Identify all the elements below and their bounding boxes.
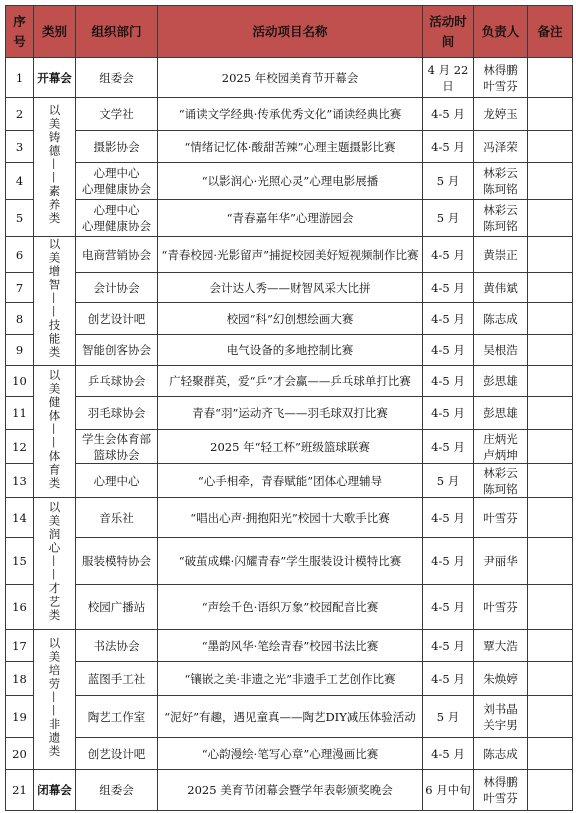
- department-name: 羽毛球协会: [87, 406, 146, 420]
- owner-name: 陈志成: [483, 746, 518, 761]
- activity-cell: “镶嵌之美·非遗之光”非遗手工艺创作比赛: [158, 662, 423, 696]
- table-row: [6, 98, 573, 131]
- category-label: 以美健体——体育类: [47, 368, 62, 491]
- category-cell: [34, 98, 76, 237]
- activity-cell: “墨韵风华·笔绘青春”校园书法比赛: [158, 630, 423, 662]
- table-row: [6, 464, 573, 498]
- time-cell: 4 月 22 日: [423, 58, 474, 98]
- owner-cell: [474, 585, 528, 630]
- department-name: 会计协会: [93, 280, 140, 295]
- activity-cell: “心手相牵，青春赋能”团体心理辅导: [158, 464, 423, 498]
- department-cell: [76, 237, 158, 273]
- time-cell: 5 月: [423, 464, 474, 498]
- activity-schedule-table: [5, 5, 573, 811]
- owner-name: 林彩云: [483, 465, 518, 480]
- remark-cell: [528, 464, 573, 498]
- time-cell: 4-5 月: [423, 273, 474, 303]
- table-row: [6, 738, 573, 770]
- table-row: [6, 335, 573, 366]
- owner-cell: [474, 237, 528, 273]
- header-owner: 负责人: [474, 6, 528, 58]
- activity-cell: “青春嘉年华”心理游园会: [158, 200, 423, 237]
- row-index: 6: [6, 237, 34, 273]
- activity-cell: “破茧成蝶·闪耀青春”学生服装设计模特比赛: [158, 538, 423, 585]
- owner-name: 朱焕婷: [483, 671, 518, 686]
- time-cell: 4-5 月: [423, 430, 474, 464]
- owner-cell: [474, 538, 528, 585]
- row-index: 13: [6, 464, 34, 498]
- time-cell: 6 月中旬: [423, 770, 474, 811]
- owner-name: 庄炳光: [483, 431, 518, 446]
- category-cell: [34, 498, 76, 630]
- time-cell: 4-5 月: [423, 237, 474, 273]
- table-row: [6, 237, 573, 273]
- activity-schedule-table-container: [5, 5, 572, 811]
- remark-cell: [528, 662, 573, 696]
- owner-name: 覃大浩: [483, 638, 518, 653]
- remark-cell: [528, 98, 573, 131]
- header-time: 活动时间: [423, 6, 474, 58]
- department-cell: [76, 662, 158, 696]
- header-remark: 备注: [528, 6, 573, 58]
- activity-cell: “诵读文学经典·传承优秀文化”诵读经典比赛: [158, 98, 423, 131]
- activity-cell: “心韵漫绘·笔写心章”心理漫画比赛: [158, 738, 423, 770]
- remark-cell: [528, 538, 573, 585]
- row-index: 7: [6, 273, 34, 303]
- remark-cell: [528, 498, 573, 538]
- remark-cell: [528, 335, 573, 366]
- time-cell: 4-5 月: [423, 335, 474, 366]
- department-cell: [76, 738, 158, 770]
- category-closing: 闭幕会: [34, 770, 76, 811]
- department-name: 心理中心: [93, 203, 140, 217]
- activity-cell: “泥好”有趣，遇见童真——陶艺DIY减压体验活动: [158, 696, 423, 738]
- department-cell: [76, 273, 158, 303]
- owner-cell: [474, 98, 528, 131]
- table-row: [6, 662, 573, 696]
- time-cell: 4-5 月: [423, 630, 474, 662]
- owner-cell: [474, 273, 528, 303]
- table-row: [6, 770, 573, 811]
- category-cell: [34, 366, 76, 498]
- department-name: 心理中心: [93, 166, 140, 180]
- category-cell: [34, 630, 76, 770]
- time-cell: 4-5 月: [423, 366, 474, 397]
- table-row: [6, 630, 573, 662]
- remark-cell: [528, 366, 573, 397]
- row-index: 5: [6, 200, 34, 237]
- activity-cell: “青春校园·光影留声”捕捉校园美好短视频制作比赛: [158, 237, 423, 273]
- department-cell: [76, 58, 158, 98]
- time-cell: 4-5 月: [423, 98, 474, 131]
- category-label: 以美培劳——非遗类: [47, 636, 62, 759]
- department-cell: [76, 303, 158, 335]
- owner-name: 冯泽荣: [483, 139, 518, 154]
- department-name: 文学社: [99, 107, 134, 121]
- row-index: 18: [6, 662, 34, 696]
- department-name: 电商营销协会: [82, 247, 151, 262]
- activity-cell: “声绘千色·语织万象”校园配音比赛: [158, 585, 423, 630]
- row-index: 3: [6, 131, 34, 163]
- row-index: 20: [6, 738, 34, 770]
- row-index: 10: [6, 366, 34, 397]
- header-category: 类别: [34, 6, 76, 58]
- owner-name: 林得鹏: [483, 62, 518, 77]
- remark-cell: [528, 131, 573, 163]
- department-cell: [76, 335, 158, 366]
- department-name: 组委会: [99, 70, 134, 85]
- department-name: 心理健康协会: [82, 182, 151, 196]
- remark-cell: [528, 273, 573, 303]
- owner-name: 林彩云: [483, 166, 518, 180]
- owner-name: 刘书晶: [483, 701, 518, 716]
- department-cell: [76, 163, 158, 200]
- department-name: 创艺设计吧: [87, 746, 146, 761]
- table-row: [6, 131, 573, 163]
- owner-cell: [474, 662, 528, 696]
- department-name: 心理健康协会: [82, 219, 151, 233]
- time-cell: 4-5 月: [423, 303, 474, 335]
- row-index: 1: [6, 58, 34, 98]
- department-cell: [76, 696, 158, 738]
- row-index: 8: [6, 303, 34, 335]
- table-row: [6, 430, 573, 464]
- department-name: 学生会体育部: [82, 431, 151, 446]
- department-name: 校园广播站: [87, 600, 146, 614]
- owner-name: 卢炳坤: [483, 447, 518, 462]
- department-cell: [76, 397, 158, 430]
- department-name: 蓝图手工社: [87, 671, 146, 686]
- department-name: 服装模特协会: [82, 554, 151, 568]
- table-row: [6, 58, 573, 98]
- table-row: [6, 585, 573, 630]
- department-name: 智能创客协会: [82, 343, 151, 357]
- department-name: 篮球协会: [93, 447, 140, 462]
- owner-cell: [474, 696, 528, 738]
- department-name: 书法协会: [93, 638, 140, 653]
- activity-cell: 电气设备的多地控制比赛: [158, 335, 423, 366]
- owner-name: 叶雪芬: [483, 78, 518, 93]
- remark-cell: [528, 770, 573, 811]
- table-row: [6, 397, 573, 430]
- header-index: 序号: [6, 6, 34, 58]
- time-cell: 5 月: [423, 200, 474, 237]
- activity-cell: 2025 美育节闭幕会暨学年表彰颁奖晚会: [158, 770, 423, 811]
- header-row: [6, 6, 573, 58]
- owner-cell: [474, 163, 528, 200]
- owner-cell: [474, 630, 528, 662]
- row-index: 12: [6, 430, 34, 464]
- owner-name: 叶雪芬: [483, 600, 518, 614]
- activity-cell: “情绪记忆体·酸甜苦辣”心理主题摄影比赛: [158, 131, 423, 163]
- remark-cell: [528, 630, 573, 662]
- owner-name: 尹丽华: [483, 554, 518, 568]
- department-cell: [76, 585, 158, 630]
- remark-cell: [528, 237, 573, 273]
- table-row: [6, 538, 573, 585]
- category-label: 以美铸德——素养类: [47, 104, 62, 226]
- owner-name: 陈珂铭: [483, 182, 518, 196]
- time-cell: 4-5 月: [423, 538, 474, 585]
- row-index: 21: [6, 770, 34, 811]
- remark-cell: [528, 738, 573, 770]
- remark-cell: [528, 430, 573, 464]
- owner-name: 龙婷玉: [483, 107, 518, 121]
- activity-cell: “以影润心·光照心灵”心理电影展播: [158, 163, 423, 200]
- department-cell: [76, 131, 158, 163]
- owner-cell: [474, 58, 528, 98]
- remark-cell: [528, 303, 573, 335]
- owner-name: 陈珂铭: [483, 219, 518, 233]
- owner-name: 林彩云: [483, 203, 518, 217]
- department-name: 心理中心: [93, 473, 140, 488]
- remark-cell: [528, 58, 573, 98]
- header-department: 组织部门: [76, 6, 158, 58]
- row-index: 17: [6, 630, 34, 662]
- activity-cell: “唱出心声·拥抱阳光”校园十大歌手比赛: [158, 498, 423, 538]
- activity-cell: 校园“科”幻创想绘画大赛: [158, 303, 423, 335]
- activity-cell: 2025 年“轻工杯”班级篮球联赛: [158, 430, 423, 464]
- owner-cell: [474, 397, 528, 430]
- owner-cell: [474, 738, 528, 770]
- activity-cell: 青春“羽”运动齐飞——羽毛球双打比赛: [158, 397, 423, 430]
- owner-name: 黄伟斌: [483, 280, 518, 295]
- department-name: 摄影协会: [93, 139, 140, 154]
- row-index: 19: [6, 696, 34, 738]
- time-cell: 4-5 月: [423, 585, 474, 630]
- department-cell: [76, 464, 158, 498]
- row-index: 16: [6, 585, 34, 630]
- owner-cell: [474, 430, 528, 464]
- department-cell: [76, 366, 158, 397]
- table-row: [6, 303, 573, 335]
- department-name: 创艺设计吧: [87, 311, 146, 326]
- department-cell: [76, 538, 158, 585]
- table-row: [6, 163, 573, 200]
- time-cell: 4-5 月: [423, 662, 474, 696]
- table-row: [6, 498, 573, 538]
- owner-name: 陈志成: [483, 311, 518, 326]
- remark-cell: [528, 696, 573, 738]
- department-name: 陶艺工作室: [87, 709, 146, 724]
- department-cell: [76, 498, 158, 538]
- owner-name: 彭思雄: [483, 374, 518, 388]
- department-cell: [76, 630, 158, 662]
- department-cell: [76, 430, 158, 464]
- activity-cell: 2025 年校园美育节开幕会: [158, 58, 423, 98]
- owner-cell: [474, 498, 528, 538]
- owner-cell: [474, 770, 528, 811]
- owner-name: 黄崇正: [483, 247, 518, 262]
- category-cell: [34, 237, 76, 366]
- department-name: 音乐社: [99, 510, 134, 525]
- header-activity: 活动项目名称: [158, 6, 423, 58]
- owner-cell: [474, 200, 528, 237]
- table-row: [6, 273, 573, 303]
- department-cell: [76, 770, 158, 811]
- category-opening: 开幕会: [34, 58, 76, 98]
- owner-name: 吴根浩: [483, 343, 518, 357]
- time-cell: 4-5 月: [423, 498, 474, 538]
- owner-name: 叶雪芬: [483, 791, 518, 805]
- owner-cell: [474, 303, 528, 335]
- time-cell: 5 月: [423, 163, 474, 200]
- owner-cell: [474, 131, 528, 163]
- department-name: 乒乓球协会: [87, 374, 146, 388]
- owner-name: 陈珂铭: [483, 481, 518, 496]
- owner-name: 林得鹏: [483, 775, 518, 789]
- department-cell: [76, 200, 158, 237]
- row-index: 15: [6, 538, 34, 585]
- time-cell: 4-5 月: [423, 131, 474, 163]
- category-label: 以美增智——技能类: [47, 238, 62, 360]
- table-row: [6, 366, 573, 397]
- remark-cell: [528, 200, 573, 237]
- owner-cell: [474, 335, 528, 366]
- remark-cell: [528, 585, 573, 630]
- table-row: [6, 200, 573, 237]
- time-cell: 5 月: [423, 696, 474, 738]
- row-index: 4: [6, 163, 34, 200]
- row-index: 2: [6, 98, 34, 131]
- owner-name: 叶雪芬: [483, 510, 518, 525]
- owner-cell: [474, 366, 528, 397]
- owner-name: 彭思雄: [483, 406, 518, 420]
- category-label: 以美润心——才艺类: [47, 500, 62, 623]
- owner-cell: [474, 464, 528, 498]
- time-cell: 4-5 月: [423, 397, 474, 430]
- activity-cell: 会计达人秀——财智风采大比拼: [158, 273, 423, 303]
- remark-cell: [528, 397, 573, 430]
- department-cell: [76, 98, 158, 131]
- time-cell: 4-5 月: [423, 738, 474, 770]
- table-row: [6, 696, 573, 738]
- row-index: 11: [6, 397, 34, 430]
- owner-name: 关宇男: [483, 717, 518, 732]
- row-index: 14: [6, 498, 34, 538]
- remark-cell: [528, 163, 573, 200]
- activity-cell: 广轻聚群英，爱“乒”才会赢——乒乓球单打比赛: [158, 366, 423, 397]
- department-name: 组委会: [99, 783, 134, 797]
- row-index: 9: [6, 335, 34, 366]
